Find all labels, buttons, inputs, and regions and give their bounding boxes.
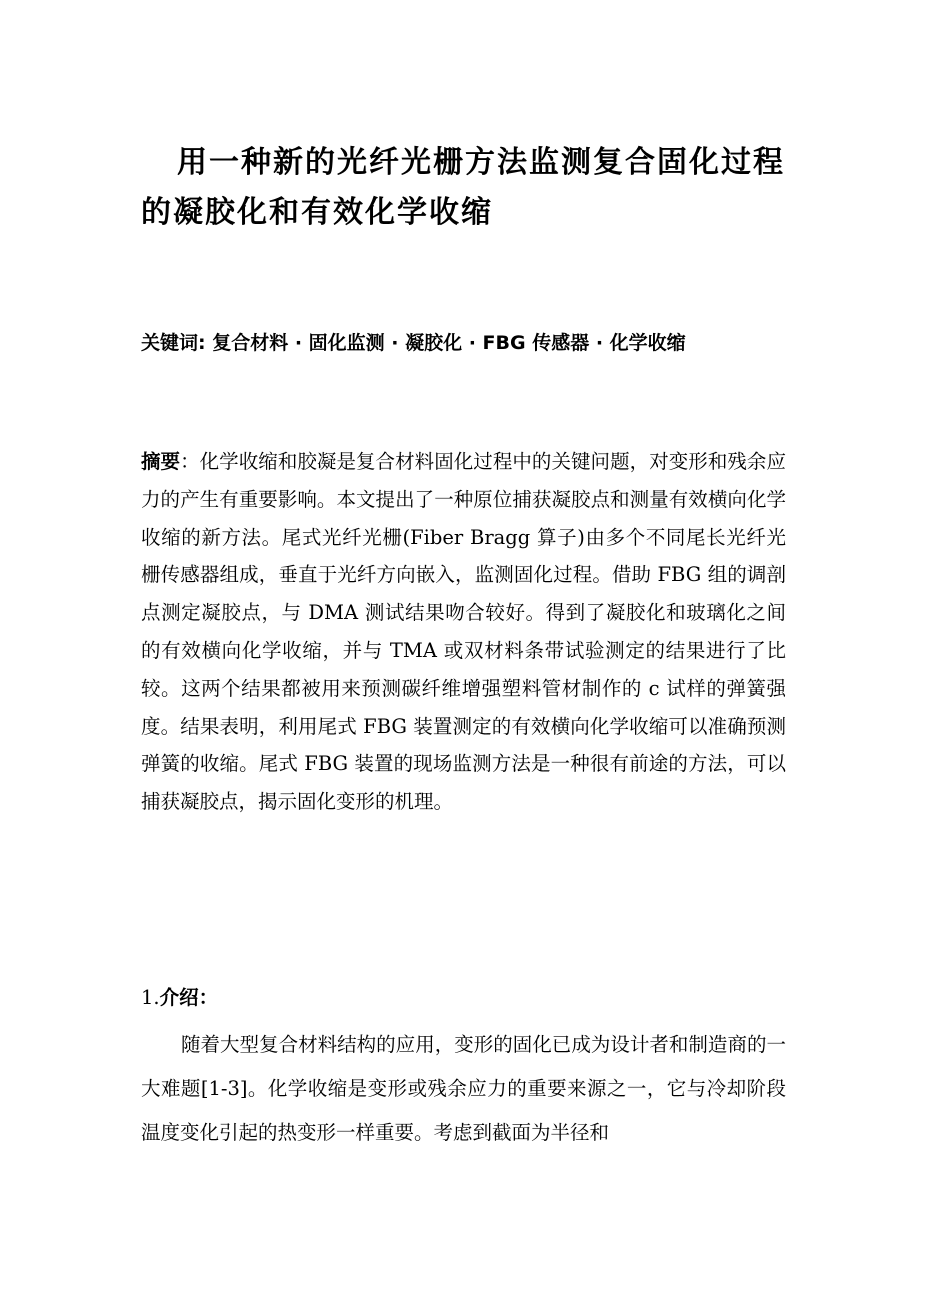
section-title: 介绍： [159,986,219,1009]
section-heading-introduction [141,979,786,1017]
abstract-label: 摘要 [141,450,181,473]
keywords-line: 关键词: 复合材料 · 固化监测 · 凝胶化 · FBG 传感器 · 化学收缩 [141,332,686,354]
abstract-paragraph [141,443,786,821]
introduction-paragraph: 随着大型复合材料结构的应用，变形的固化已成为设计者和制造商的一大难题[1-3]。化学收缩是变形或残余应力的重要来源之一，它与冷却阶段温度变化引起的热变形一样重要。考虑到截面为半径和 [141,1033,786,1144]
document-title: 用一种新的光纤光栅方法监测复合固化过程的凝胶化和有效化学收缩 [141,145,785,230]
abstract-text: ：化学收缩和胶凝是复合材料固化过程中的关键问题，对变形和残余应力的产生有重要影响。本文提出了一种原位捕获凝胶点和测量有效横向化学收缩的新方法。尾式光纤光栅(Fiber Bragg 算子)由多个不同尾长光纤光栅传感器组成，垂直于光纤方向嵌入，监测固化过程。借助 FBG 组的调剖点测定凝胶点，与 DMA 测试结果吻合较好。得到了凝胶化和玻璃化之间的有效横向化学收缩，并与 TMA 或双材料条带试验测定的结果进行了比较。这两个结果都被用来预测碳纤维增强塑料管材制作的 c 试样的弹簧强度。结果表明，利用尾式 FBG 装置测定的有效横向化学收缩可以准确预测弹簧的收缩。尾式 FBG 装置的现场监测方法是一种很有前途的方法，可以捕获凝胶点，揭示固化变形的机理。 [141,450,786,814]
section-number: 1. [141,986,160,1009]
